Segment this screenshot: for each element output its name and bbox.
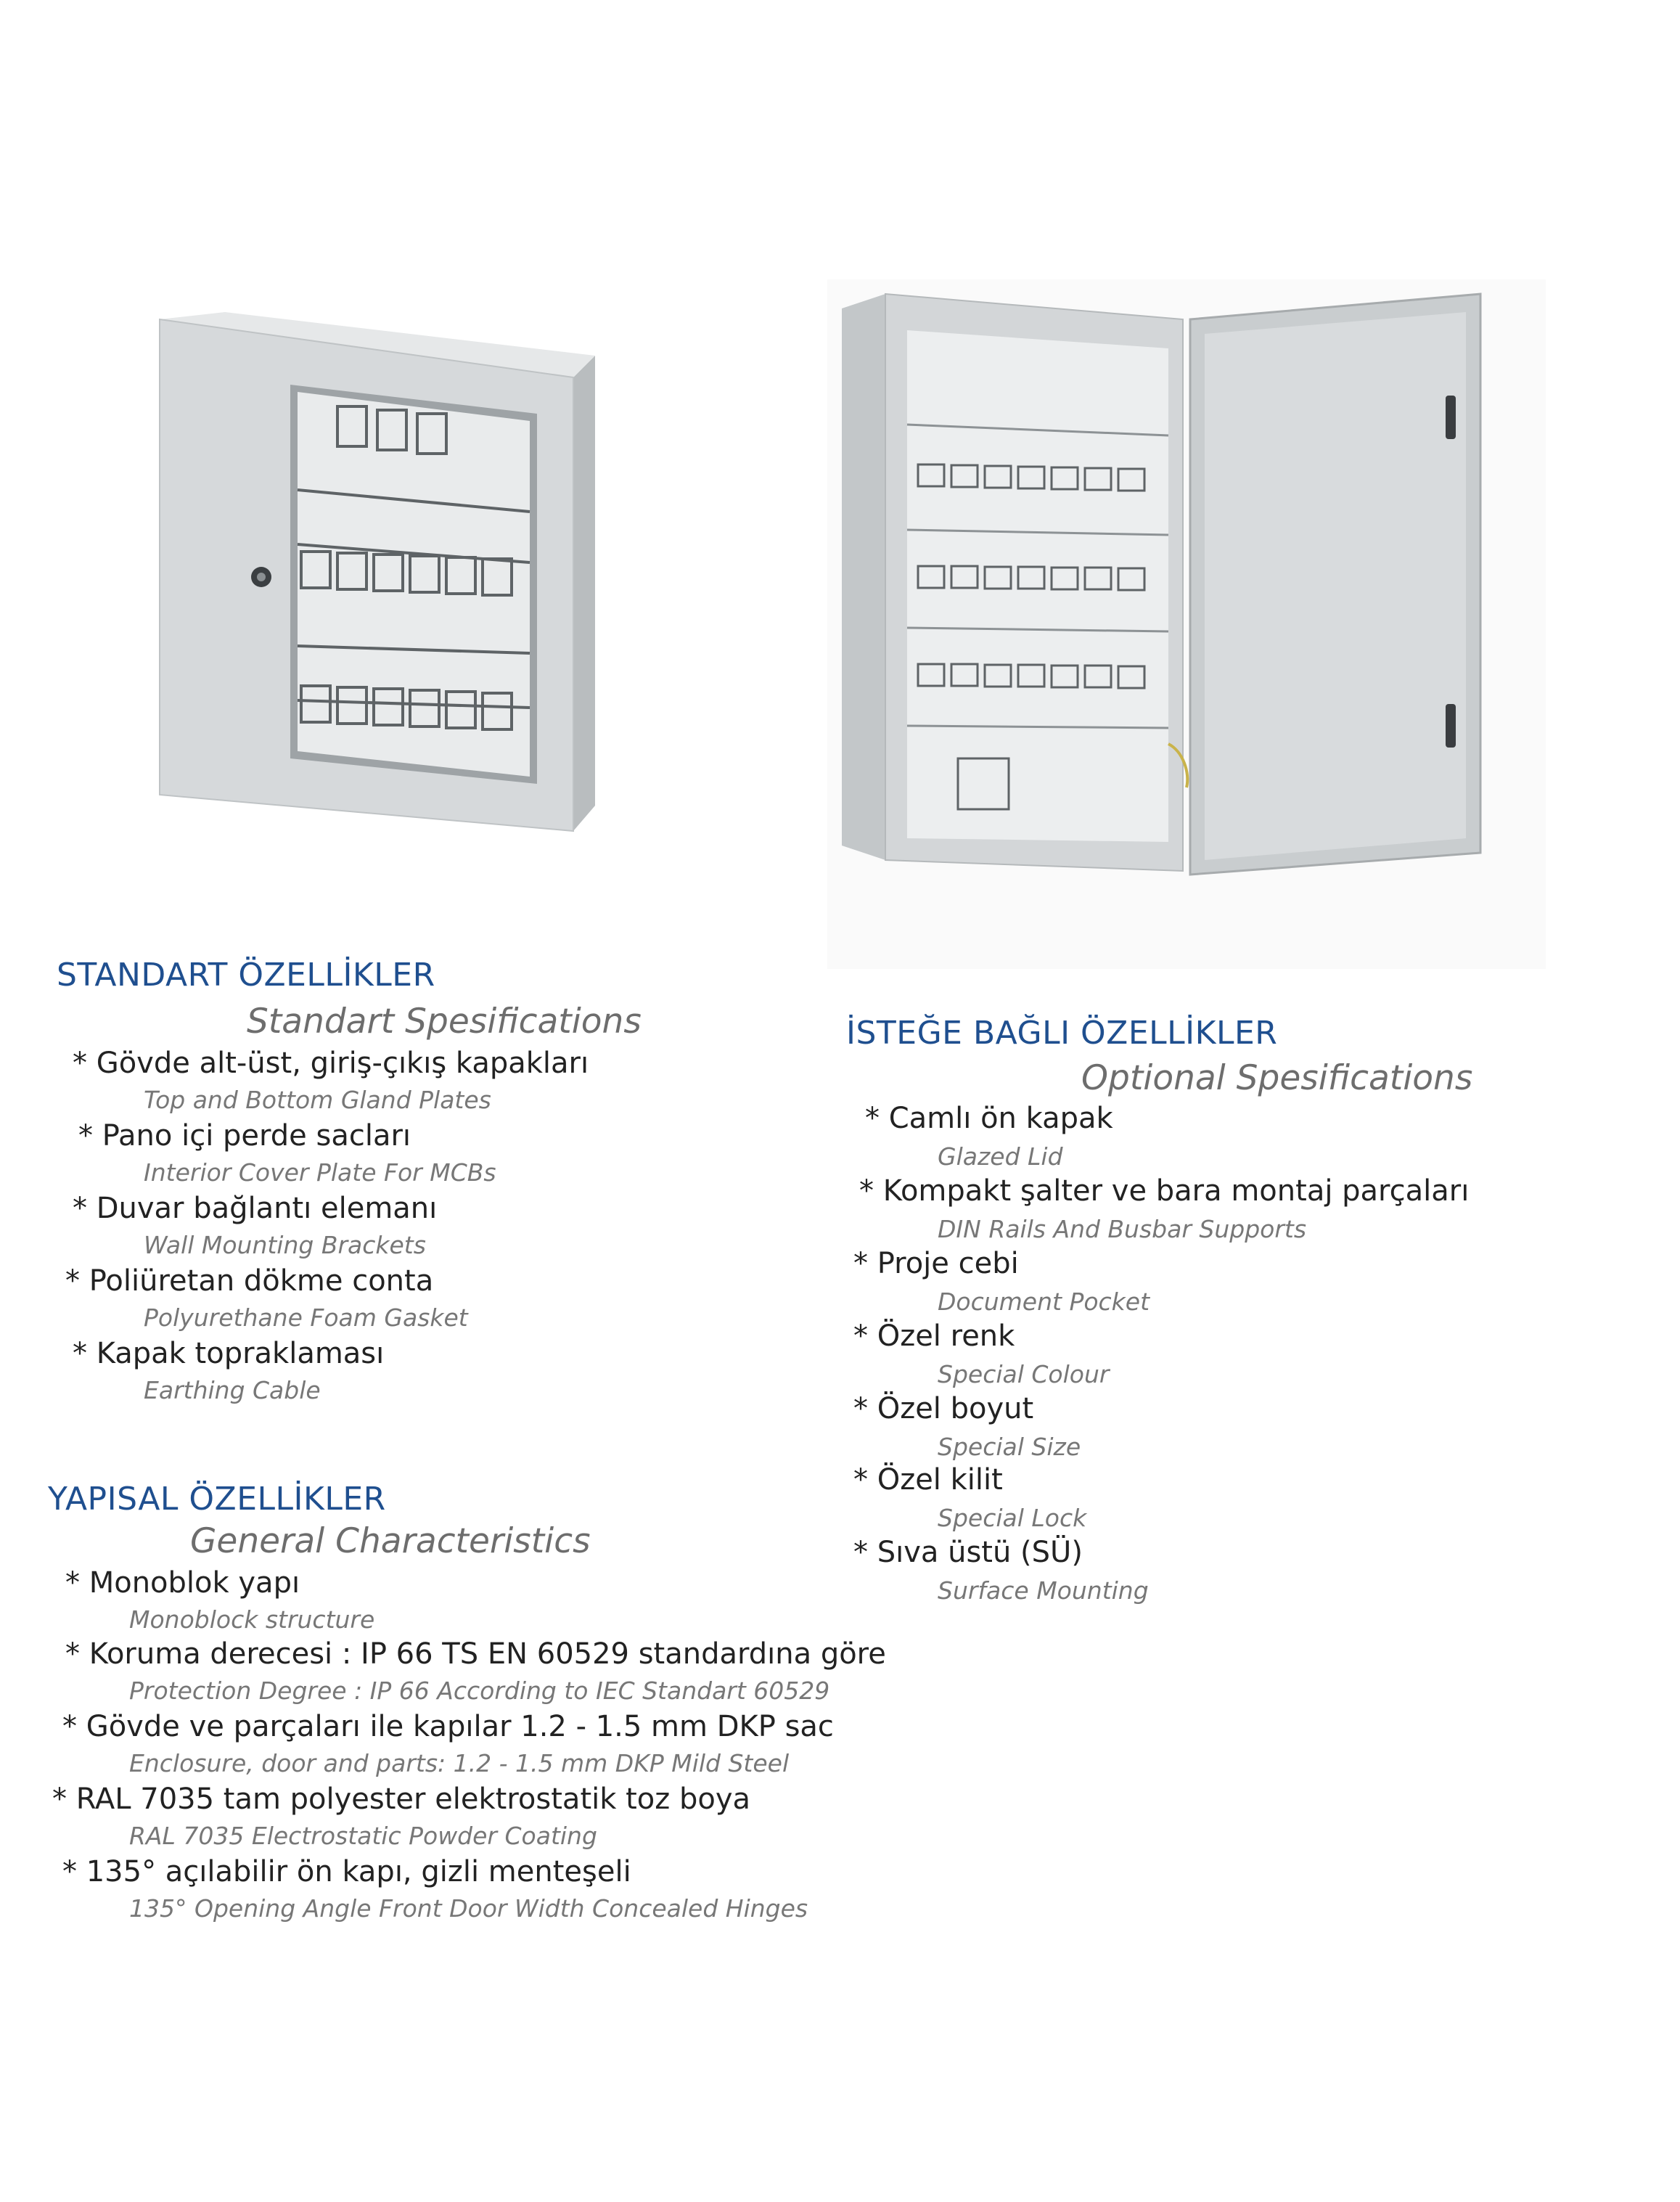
optional-item-en: Glazed Lid	[938, 1142, 1063, 1171]
optional-item-en: Surface Mounting	[938, 1576, 1149, 1605]
standard-item-en: Polyurethane Foam Gasket	[144, 1303, 468, 1332]
optional-item-tr: * Özel boyut	[853, 1392, 1034, 1425]
standard-item-en: Earthing Cable	[144, 1376, 321, 1404]
standard-item-tr: * Duvar bağlantı elemanı	[73, 1192, 438, 1225]
structural-subheading: General Characteristics	[190, 1521, 591, 1561]
standard-heading: STANDART ÖZELLİKLER	[57, 957, 435, 994]
optional-heading: İSTEĞE BAĞLI ÖZELLİKLER	[846, 1015, 1278, 1052]
standard-subheading: Standart Spesifications	[247, 1002, 642, 1041]
structural-item-en: Protection Degree : IP 66 According to IEC Standart 60529	[129, 1677, 830, 1705]
standard-item-en: Interior Cover Plate For MCBs	[144, 1158, 496, 1187]
standard-item-en: Wall Mounting Brackets	[144, 1231, 426, 1259]
structural-item-en: Monoblock structure	[129, 1605, 375, 1634]
standard-item-en: Top and Bottom Gland Plates	[144, 1086, 491, 1114]
standard-item-tr: * Gövde alt-üst, giriş-çıkış kapakları	[73, 1047, 589, 1080]
optional-item-tr: * Özel renk	[853, 1319, 1015, 1353]
optional-item-tr: * Proje cebi	[853, 1247, 1019, 1280]
structural-item-en: 135° Opening Angle Front Door Width Concealed Hinges	[129, 1894, 808, 1923]
structural-item-tr: * Gövde ve parçaları ile kapılar 1.2 - 1.5 mm DKP sac	[62, 1710, 834, 1743]
optional-item-en: Special Size	[938, 1433, 1081, 1461]
optional-item-tr: * Kompakt şalter ve bara montaj parçaları	[859, 1174, 1470, 1208]
optional-item-en: Document Pocket	[938, 1288, 1150, 1316]
optional-item-en: Special Colour	[938, 1360, 1110, 1388]
structural-item-tr: * Monoblok yapı	[65, 1566, 300, 1600]
structural-item-en: Enclosure, door and parts: 1.2 - 1.5 mm DKP Mild Steel	[129, 1749, 790, 1777]
glazed-enclosure-image	[145, 305, 610, 842]
optional-item-tr: * Camlı ön kapak	[865, 1102, 1113, 1135]
optional-item-en: Special Lock	[938, 1504, 1087, 1532]
structural-item-tr: * RAL 7035 tam polyester elektrostatik toz boya	[52, 1783, 751, 1816]
structural-item-en: RAL 7035 Electrostatic Powder Coating	[129, 1822, 597, 1850]
structural-heading: YAPISAL ÖZELLİKLER	[48, 1481, 386, 1518]
optional-item-tr: * Sıva üstü (SÜ)	[853, 1536, 1083, 1569]
optional-item-en: DIN Rails And Busbar Supports	[938, 1215, 1307, 1243]
optional-item-tr: * Özel kilit	[853, 1463, 1003, 1497]
open-enclosure-image	[827, 279, 1546, 969]
structural-item-tr: * Koruma derecesi : IP 66 TS EN 60529 standardına göre	[65, 1637, 886, 1671]
structural-item-tr: * 135° açılabilir ön kapı, gizli menteşeli	[62, 1855, 631, 1888]
standard-item-tr: * Pano içi perde sacları	[78, 1119, 411, 1153]
standard-item-tr: * Poliüretan dökme conta	[65, 1264, 434, 1298]
standard-item-tr: * Kapak topraklaması	[73, 1337, 385, 1370]
optional-subheading: Optional Spesifications	[1081, 1058, 1473, 1098]
